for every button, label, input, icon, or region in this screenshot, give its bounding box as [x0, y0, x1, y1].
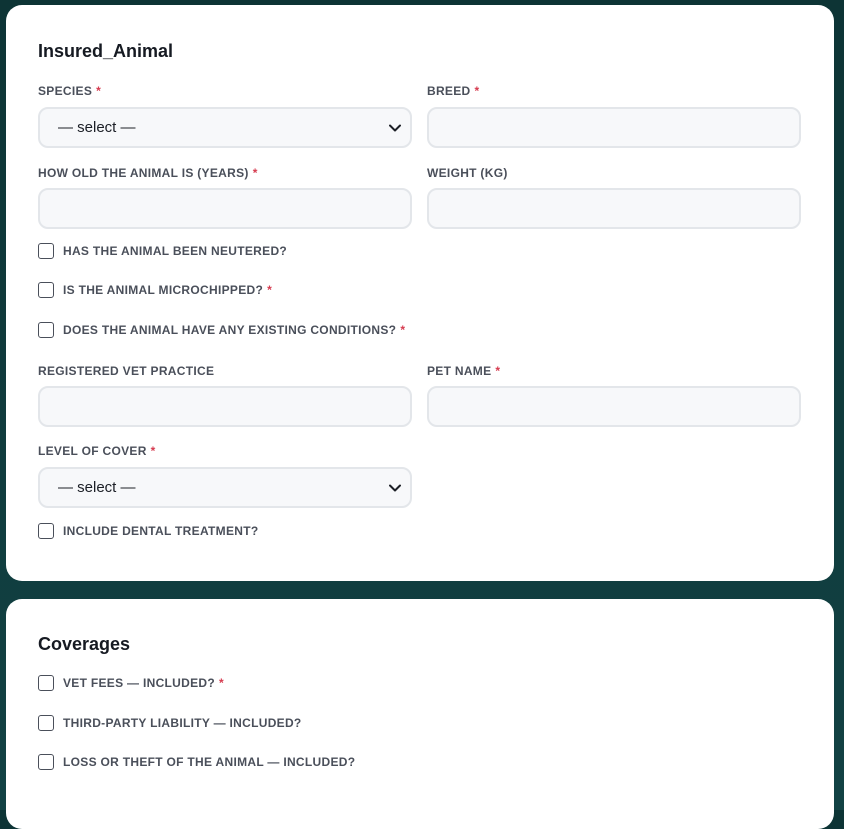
microchipped-required-marker: *: [267, 283, 273, 297]
weight-label: [427, 166, 508, 180]
third-party-checkbox[interactable]: [38, 715, 54, 731]
coverages-title: Coverages: [38, 634, 131, 654]
neutered-label: HAS THE ANIMAL BEEN NEUTERED?: [63, 244, 288, 258]
level-of-cover-required-marker: *: [150, 444, 156, 458]
neutered-checkbox-row[interactable]: [38, 243, 287, 259]
existing-conditions-label: [63, 323, 405, 337]
insured-animal-title: Insured_Animal: [38, 41, 174, 61]
level-of-cover-label: [38, 444, 156, 458]
age-required-marker: *: [252, 166, 258, 180]
breed-label: [427, 84, 480, 98]
microchipped-checkbox[interactable]: [38, 282, 54, 298]
age-label-text: HOW OLD THE ANIMAL IS (YEARS): [38, 166, 249, 180]
dental-checkbox-row[interactable]: [38, 523, 259, 539]
third-party-label: THIRD-PARTY LIABILITY — INCLUDED?: [63, 716, 302, 730]
vet-fees-label: [63, 676, 224, 690]
neutered-checkbox[interactable]: [38, 243, 54, 259]
vet-practice-label: [38, 364, 214, 378]
vet-practice-input[interactable]: [38, 386, 412, 427]
species-label: [38, 84, 101, 98]
loss-theft-checkbox[interactable]: [38, 754, 54, 770]
insured-animal-card: [6, 5, 834, 581]
level-of-cover-selected-value: — select —: [58, 479, 136, 496]
coverages-card: [6, 599, 834, 829]
weight-input[interactable]: [427, 188, 801, 229]
existing-conditions-checkbox-row[interactable]: [38, 322, 405, 338]
level-of-cover-label-text: LEVEL OF COVER: [38, 444, 147, 458]
pet-name-label-text: PET NAME: [427, 364, 492, 378]
dental-checkbox[interactable]: [38, 523, 54, 539]
species-selected-value: — select —: [58, 119, 136, 136]
microchipped-checkbox-row[interactable]: [38, 282, 272, 298]
vet-practice-label-text: REGISTERED VET PRACTICE: [38, 364, 215, 378]
existing-conditions-label-text: DOES THE ANIMAL HAVE ANY EXISTING CONDITIONS?: [63, 323, 397, 337]
age-input[interactable]: [38, 188, 412, 229]
microchipped-label: [63, 283, 272, 297]
pet-name-label: [427, 364, 500, 378]
level-of-cover-select[interactable]: [38, 467, 412, 508]
dental-label: INCLUDE DENTAL TREATMENT?: [63, 524, 259, 538]
existing-conditions-required-marker: *: [400, 323, 406, 337]
existing-conditions-checkbox[interactable]: [38, 322, 54, 338]
vet-fees-label-text: VET FEES — INCLUDED?: [63, 676, 216, 690]
loss-theft-checkbox-row[interactable]: [38, 754, 355, 770]
weight-label-text: WEIGHT (KG): [427, 166, 508, 180]
loss-theft-label: LOSS OR THEFT OF THE ANIMAL — INCLUDED?: [63, 755, 356, 769]
third-party-checkbox-row[interactable]: [38, 715, 302, 731]
breed-label-text: BREED: [427, 84, 471, 98]
breed-input[interactable]: [427, 107, 801, 148]
vet-fees-checkbox-row[interactable]: [38, 675, 224, 691]
chevron-down-icon: [380, 478, 410, 498]
vet-fees-required-marker: *: [219, 676, 224, 690]
pet-name-input[interactable]: [427, 386, 801, 427]
pet-name-required-marker: *: [495, 364, 501, 378]
species-label-text: SPECIES: [38, 84, 93, 98]
microchipped-label-text: IS THE ANIMAL MICROCHIPPED?: [63, 283, 264, 297]
chevron-down-icon: [380, 118, 410, 138]
species-select[interactable]: [38, 107, 412, 148]
breed-required-marker: *: [474, 84, 480, 98]
vet-fees-checkbox[interactable]: [38, 675, 54, 691]
age-label: [38, 166, 258, 180]
species-required-marker: *: [96, 84, 102, 98]
